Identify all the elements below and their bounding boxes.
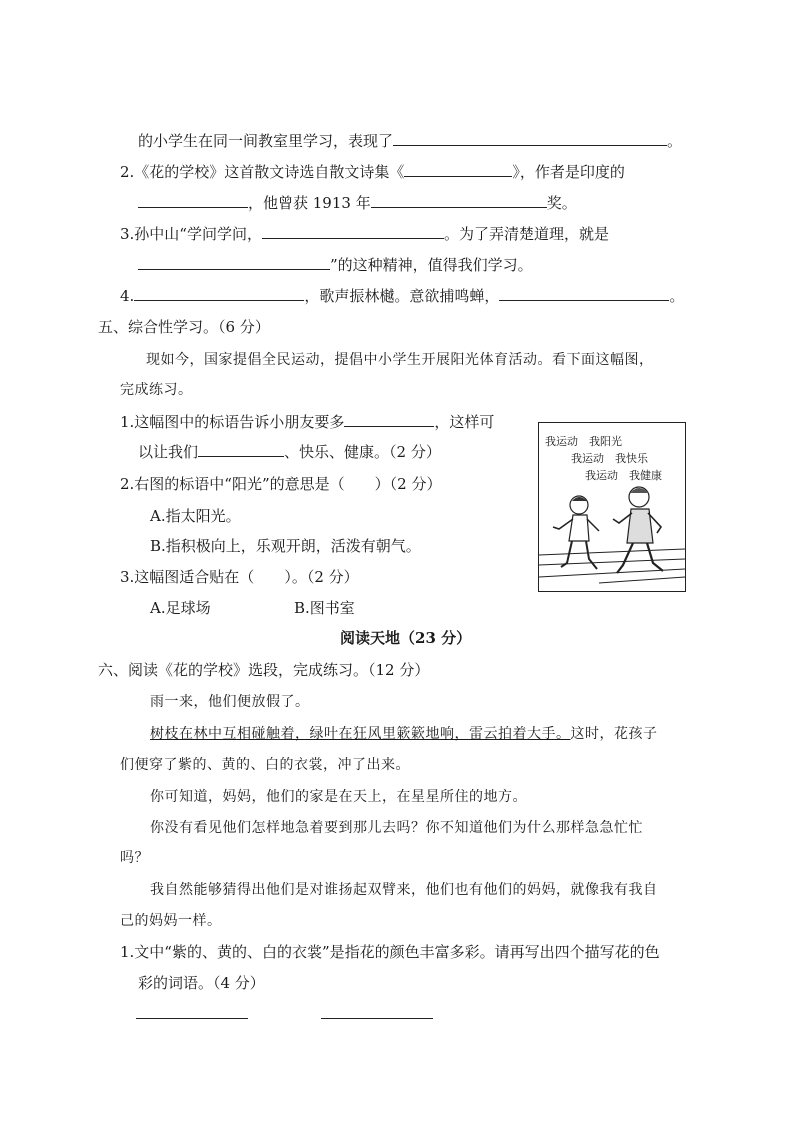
answer-blank[interactable] <box>138 255 330 270</box>
q4-3-mid: ，他曾获 1913 年 <box>248 194 371 212</box>
answer-blank[interactable] <box>371 193 547 208</box>
s5-q3-option-b: B.图书室 <box>294 599 355 617</box>
answer-blank[interactable] <box>393 131 667 146</box>
s5-q1-text2: 以让我们 <box>138 443 199 461</box>
passage-p2-line1 <box>150 724 658 744</box>
q4-line-1 <box>138 131 682 151</box>
q4-4-end: 。为了弄清楚道理，就是 <box>443 225 609 243</box>
q4-4-text: 3.孙中山“学问学问， <box>120 225 262 243</box>
s5-q1-suffix: ，这样可 <box>434 413 495 431</box>
s5-q2-option-a: A.指太阳光。 <box>150 507 241 525</box>
answer-line-1[interactable] <box>136 1018 248 1019</box>
s5-q1-text: 1.这幅图中的标语告诉小朋友要多 <box>120 413 345 431</box>
passage-p3: 你可知道，妈妈，他们的家是在天上，在星星所住的地方。 <box>150 789 527 805</box>
q4-2-mid: 》，作者是印度的 <box>512 163 625 181</box>
section6-heading: 六、阅读《花的学校》选段，完成练习。（12 分） <box>98 661 430 679</box>
reading-q1-line2: 彩的词语。（4 分） <box>138 974 265 992</box>
section5-intro-line1: 现如今，国家提倡全民运动，提倡中小学生开展阳光体育活动。看下面这幅图， <box>146 352 654 368</box>
section5-intro-line2: 完成练习。 <box>120 382 193 398</box>
answer-line-2[interactable] <box>321 1018 433 1019</box>
answer-blank[interactable] <box>198 442 284 457</box>
slogan-line3: 我运动 我健康 <box>585 469 662 482</box>
q4-line-5 <box>138 255 533 275</box>
reading-q1-line1: 1.文中“紫的、黄的、白的衣裳”是指花的颜色丰富多彩。请再写出四个描写花的色 <box>120 943 660 961</box>
running-boys-illustration <box>539 423 685 591</box>
answer-blank[interactable] <box>138 193 248 208</box>
passage-p5-line1: 我自然能够猜得出他们是对谁扬起双臂来，他们也有他们的妈妈，就像我有我自 <box>150 882 658 898</box>
passage-p4-line1: 你没有看见他们怎样地急着要到那儿去吗？你不知道他们为什么那样急急忙忙 <box>150 820 643 836</box>
q4-line-3 <box>138 193 577 213</box>
q4-6-end: 。 <box>669 287 685 305</box>
slogan-line1: 我运动 我阳光 <box>545 435 622 448</box>
s5-q1-line2 <box>138 442 441 462</box>
s5-q2: 2.右图的标语中“阳光”的意思是（ ）（2 分） <box>120 475 442 493</box>
running-boys-picture <box>538 422 686 592</box>
underlined-sentence: 树枝在林中互相碰触着，绿叶在狂风里簌簌地响，雷云拍着大手。 <box>150 726 571 742</box>
s5-q3: 3.这幅图适合贴在（ ）。（2 分） <box>120 568 359 586</box>
answer-blank[interactable] <box>499 286 669 301</box>
answer-blank[interactable] <box>404 162 512 177</box>
q4-3-end: 奖。 <box>546 194 577 212</box>
answer-blank[interactable] <box>262 224 444 239</box>
passage-p4-line2: 吗？ <box>120 850 149 866</box>
q4-2-text: 2.《花的学校》这首散文诗选自散文诗集《 <box>120 163 405 181</box>
answer-blank[interactable] <box>134 286 304 301</box>
passage-p5-line2: 己的妈妈一样。 <box>120 913 222 929</box>
s5-q3-option-a: A.足球场 <box>150 599 211 617</box>
passage-p1: 雨一来，他们便放假了。 <box>150 694 310 710</box>
section5-heading: 五、综合性学习。（6 分） <box>98 318 270 336</box>
q4-line1-end: 。 <box>667 132 683 150</box>
slogan-line2: 我运动 我快乐 <box>571 452 648 465</box>
s5-q1-line1 <box>120 412 494 432</box>
q4-6-mid: ，歌声振林樾。意欲捕鸣蝉， <box>304 287 500 305</box>
passage-p2-line2: 们便穿了紫的、黄的、白的衣裳，冲了出来。 <box>120 757 410 773</box>
q4-line1-text: 的小学生在同一间教室里学习，表现了 <box>138 132 394 150</box>
answer-blank[interactable] <box>344 412 434 427</box>
s5-q1-suffix2: 、快乐、健康。（2 分） <box>284 443 441 461</box>
reading-section-title: 阅读天地（23 分） <box>340 629 472 647</box>
q4-line-4 <box>120 224 609 244</box>
s5-q2-option-b: B.指积极向上，乐观开朗，活泼有朝气。 <box>150 537 421 555</box>
passage-p2-rest: 这时，花孩子 <box>570 726 658 742</box>
q4-line-2 <box>120 162 625 182</box>
q4-6-num: 4. <box>120 287 135 305</box>
q4-line-6 <box>120 286 684 306</box>
q4-5-end: ”的这种精神，值得我们学习。 <box>330 256 533 274</box>
